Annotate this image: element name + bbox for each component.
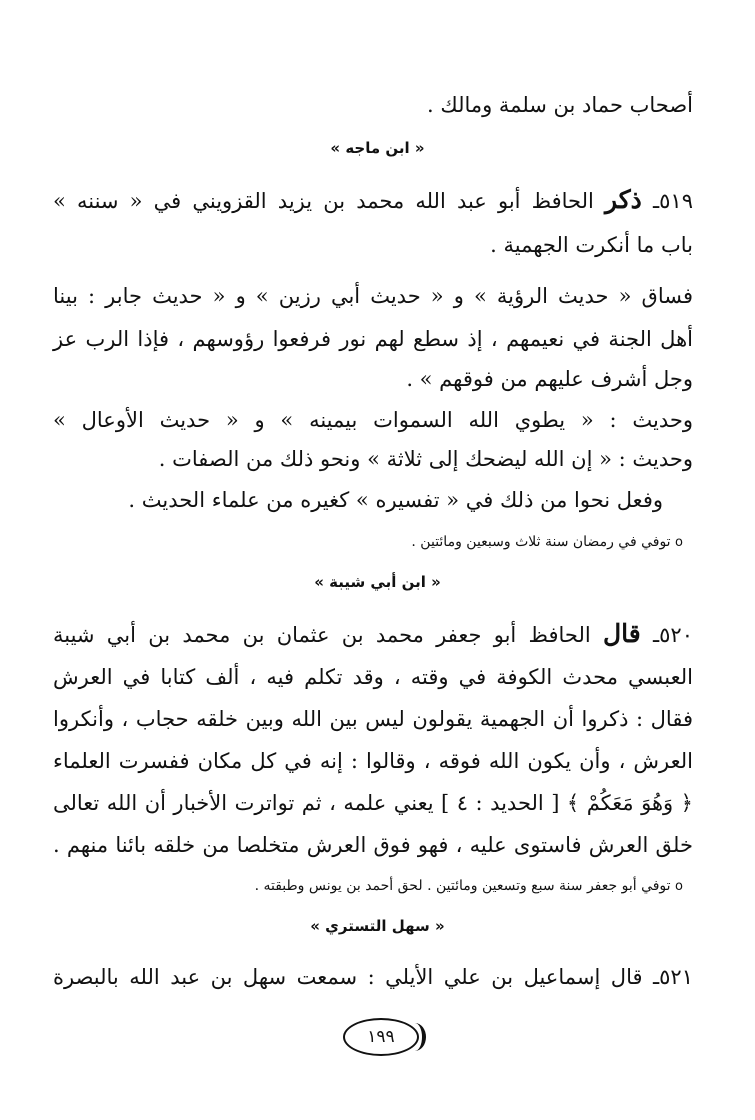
entry-lead-word: ذكر (604, 185, 642, 214)
text-line: العرش ، وأن يكون الله فوقه ، وقالوا : إنه في كل مكان ففسرت العلماء (53, 749, 693, 773)
entry-520-line-1 (53, 617, 693, 652)
entry-text: الحافظ أبو جعفر محمد بن عثمان بن محمد بن أبي شيبة (53, 623, 591, 647)
text-line: العبسي محدث الكوفة في وقته ، وقد تكلم فيه ، ألف كتابا في العرش (53, 665, 693, 689)
text-line: باب ما أنكرت الجهمية . (490, 233, 693, 257)
note-marker-icon: o (675, 879, 683, 894)
page-number-badge (343, 1018, 419, 1056)
entry-text: الحافظ أبو عبد الله محمد بن يزيد القزويني في « سننه » (53, 189, 594, 213)
text-line: ﴿ وَهُوَ مَعَكُمْ ﴾ [ الحديد : ٤ ] يعني علمه ، ثم تواترت الأخبار أن الله تعالى (53, 791, 693, 815)
page-number: ١٩٩ (367, 1027, 395, 1047)
note-marker-icon: o (675, 535, 683, 550)
text-line: أصحاب حماد بن سلمة ومالك . (427, 93, 693, 117)
entry-number: ٥٢٠ـ (653, 623, 693, 647)
section-heading-ibn-majah: « ابن ماجه » (330, 139, 425, 157)
entry-519-line-1 (53, 183, 693, 218)
text-line: وحديث : « يطوي الله السموات بيمينه » و « حديث الأوعال » (53, 408, 693, 432)
note-text: توفي أبو جعفر سنة سبع وتسعين ومائتين . لحق أحمد بن يونس وطبقته . (254, 878, 671, 894)
entry-lead-word: قال (602, 619, 641, 648)
note-text: توفي في رمضان سنة ثلاث وسبعين ومائتين . (411, 534, 671, 550)
text-line: وفعل نحوا من ذلك في « تفسيره » كغيره من علماء الحديث . (128, 488, 663, 512)
text-line: وحديث : « إن الله ليضحك إلى ثلاثة » ونحو ذلك من الصفات . (158, 447, 693, 471)
footnote-death-note (43, 531, 683, 554)
footnote-death-note (43, 875, 683, 898)
text-line: فساق « حديث الرؤية » و « حديث أبي رزين » و « حديث جابر : بينا (53, 284, 693, 308)
text-line: أهل الجنة في نعيمهم ، إذ سطع لهم نور فرفعوا رؤوسهم ، فإذا الرب عز (53, 327, 693, 351)
text-line: خلق العرش فاستوى عليه ، فهو فوق العرش متخلصا من خلقه بائنا منهم . (53, 833, 693, 857)
section-heading-ibn-abi-shaybah: « ابن أبي شيبة » (314, 573, 441, 591)
entry-number: ٥١٩ـ (652, 189, 693, 213)
text-line: وجل أشرف عليهم من فوقهم » . (406, 367, 693, 391)
entry-521-line-1: ٥٢١ـ قال إسماعيل بن علي الأيلي : سمعت سهل بن عبد الله بالبصرة (53, 965, 693, 989)
text-line: فقال : ذكروا أن الجهمية يقولون ليس بين الله وبين خلقه حجاب ، وأنكروا (53, 707, 693, 731)
section-heading-sahl-al-tustari: « سهل التستري » (310, 917, 445, 935)
